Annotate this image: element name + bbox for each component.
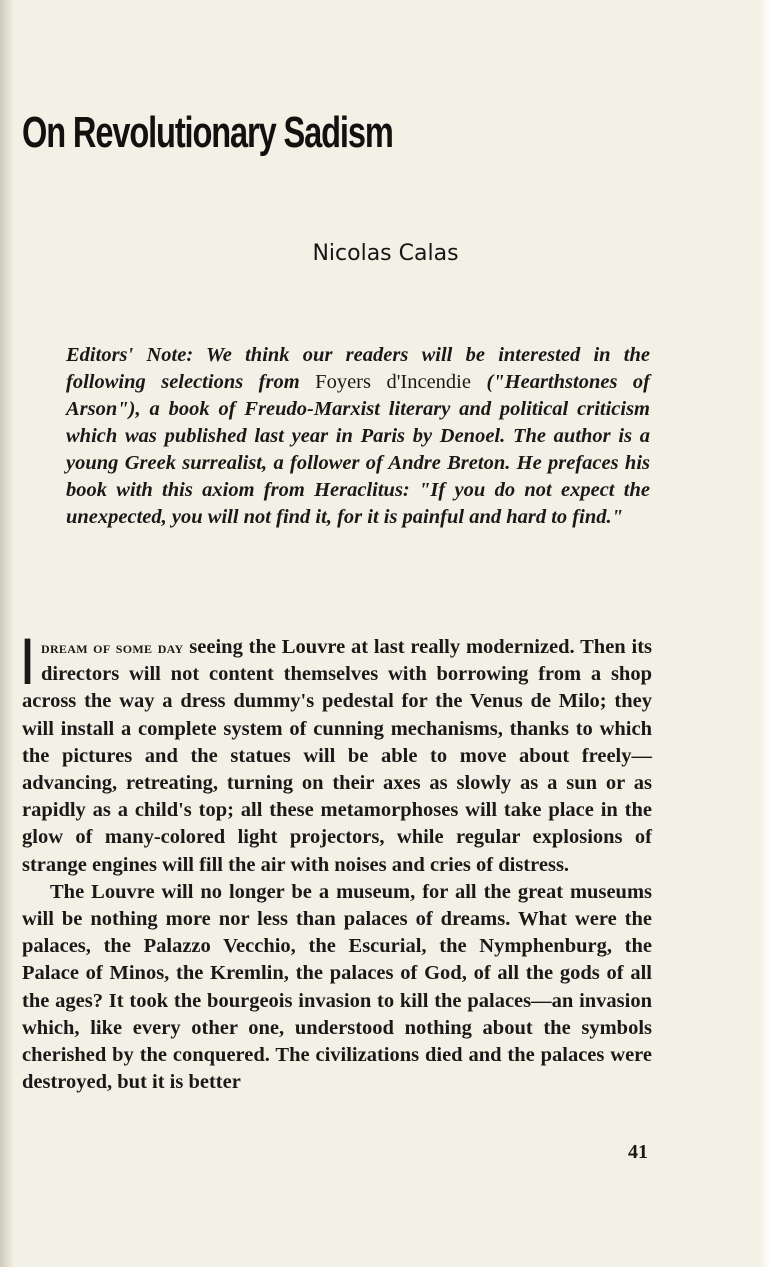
- editors-note-lead: Editors' Note: We think our readers will be interested in the following selections from: [66, 344, 650, 393]
- page-edge: [759, 0, 771, 1267]
- editors-note-tail: ("Hearthstones of Arson"), a book of Freudo-Marxist literary and political criticism which was published last year in Paris by Denoel. The author is a young Greek surrealist, a follower of Andre Breton. He prefaces his book with this axiom from Heraclitus: "If you do not expect the unexpected, you will not find it, for it is painful and hard to find.": [66, 371, 650, 528]
- drop-cap: I: [22, 624, 34, 698]
- body-paragraph-1: [22, 624, 652, 879]
- article-author: Nicolas Calas: [312, 241, 459, 266]
- body-paragraph-2: The Louvre will no longer be a museum, for all the great museums will be nothing more nor less than palaces of dreams. What were the palaces, the Palazzo Vecchio, the Escurial, the Nymphenburg, the Palace of Minos, the Kremlin, the palaces of God, of all the gods of all the ages? It took the bourgeois invasion to kill the palaces—an invasion which, like every other one, understood nothing about the symbols cherished by the conquered. The civilizations died and the palaces were destroyed, but it is better: [22, 880, 652, 1094]
- editors-note: [66, 342, 650, 531]
- opening-smallcaps: dream of some day: [41, 637, 184, 657]
- paragraph-1-text: seeing the Louvre at last really modernized. Then its directors will not content themselves with borrowing from a shop across the way a dress dummy's pedestal for the Venus de Milo; they will install a complete system of cunning mechanisms, thanks to which the pictures and the statues will be able to move about freely—advancing, retreating, turning on their axes as slowly as a sun or as rapidly as a child's top; all these metamorphoses will take place in the glow of many-colored light projectors, while regular explosions of strange engines will fill the air with noises and cries of distress.: [22, 636, 652, 876]
- article-body: [22, 624, 652, 1096]
- page-number: 41: [628, 1141, 648, 1163]
- article-title: On Revolutionary Sadism: [22, 108, 393, 157]
- spine-shadow: [0, 0, 14, 1267]
- editors-note-book-title: Foyers d'Incendie: [315, 371, 471, 393]
